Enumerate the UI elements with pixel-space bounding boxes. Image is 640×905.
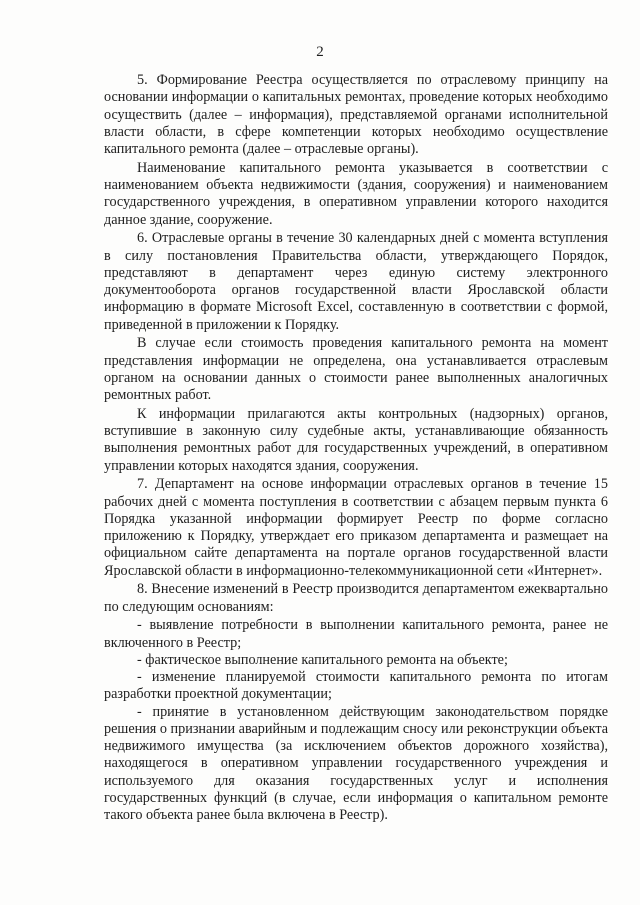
paragraph-item-8: 8. Внесение изменений в Реестр производится департаментом ежеквартально по следующим основаниям: (104, 581, 608, 615)
list-item-cost-change: - изменение планируемой стоимости капитального ремонта по итогам разработки проектной документации; (104, 669, 608, 703)
paragraph-item-6: 6. Отраслевые органы в течение 30 календарных дней с момента вступления в силу постановления Правительства области, утверждающего Порядок, представляют в департамент через единую систему электронного документооборота органов государственной власти Ярославской области информацию в формате Microsoft Excel, составленную в соответствии с формой, приведенной в приложении к Порядку. (104, 230, 608, 333)
list-item-emergency-decision: - принятие в установленном действующим законодательством порядке решения о признании аварийным и подлежащим сносу или реконструкции объекта недвижимого имущества (за исключением объектов дорожного хозяйства), находящегося в оперативном управлении государственного учреждения и используемого для оказания государственных услуг и исполнения государственных функций (в случае, если информация о капитальном ремонте такого объекта ранее была включена в Реестр). (104, 703, 608, 823)
paragraph-attached-acts: К информации прилагаются акты контрольных (надзорных) органов, вступившие в законную силу судебные акты, устанавливающие обязанность выполнения ремонтных работ для государственных учреждений, в оперативном управлении которых находятся здания, сооружения. (104, 405, 608, 474)
page-number: 2 (316, 44, 324, 60)
paragraph-cost-undefined: В случае если стоимость проведения капитального ремонта на момент представления информации не определена, она устанавливается отраслевым органом на основании данных о стоимости ранее выполненных аналогичных ремонтных работ. (104, 335, 608, 403)
paragraph-item-7: 7. Департамент на основе информации отраслевых органов в течение 15 рабочих дней с момента поступления в соответствии с абзацем первым пункта 6 Порядка указанной информации формирует Реестр по форме согласно приложению к Порядку, утверждает его приказом департамента и размещает на официальном сайте департамента на портале органов государственной власти Ярославской области в информационно-телекоммуникационной сети «Интернет». (104, 476, 608, 579)
paragraph-repair-name: Наименование капитального ремонта указывается в соответствии с наименованием объекта недвижимости (здания, сооружения) и наименованием государственного учреждения, в оперативном управлении которого находится данное здание, сооружение. (104, 159, 608, 228)
list-item-repair-completed: - фактическое выполнение капитального ремонта на объекте; (137, 651, 508, 668)
list-item-need-detected: - выявление потребности в выполнении капитального ремонта, ранее не включенного в Реестр; (104, 617, 608, 651)
document-body (104, 72, 608, 824)
paragraph-item-5: 5. Формирование Реестра осуществляется по отраслевому принципу на основании информации о капитальных ремонтах, проведение которых необходимо осуществить (далее – информация), представляемой органами исполнительной власти области, в сфере компетенции которых необходимо осуществление капитального ремонта (далее – отраслевые органы). (104, 72, 608, 157)
